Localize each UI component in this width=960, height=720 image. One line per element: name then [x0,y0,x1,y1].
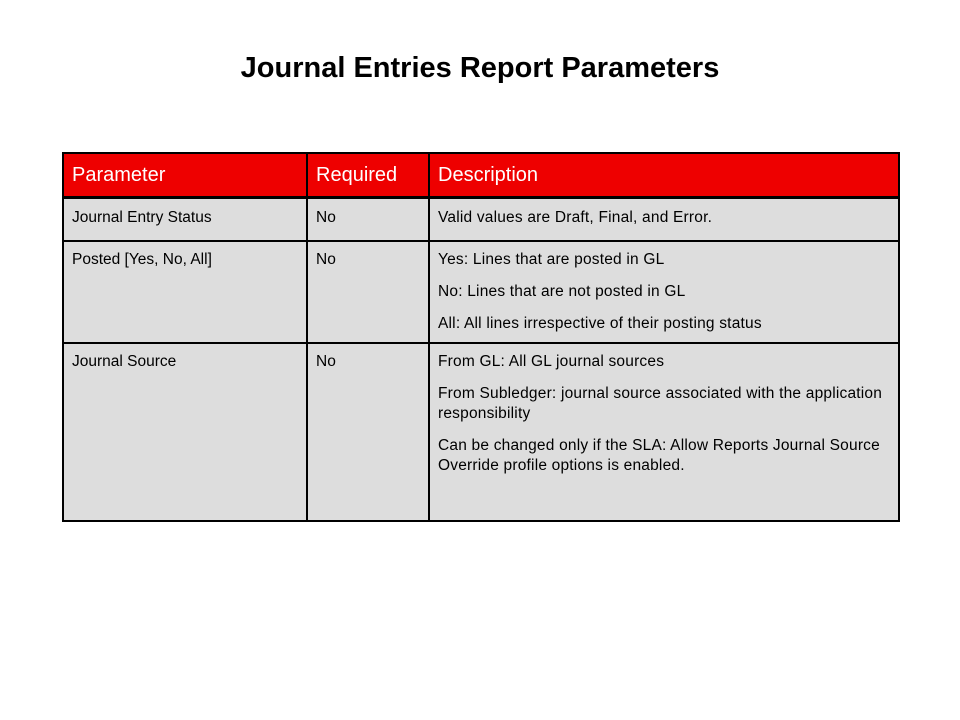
parameter-name: Posted [Yes, No, All] [72,251,212,268]
table-header-row [63,153,899,198]
parameter-cell [63,241,307,343]
description-cell [429,198,899,242]
parameter-name: Journal Source [72,353,177,370]
description-line: Yes: Lines that are posted in GL [438,251,665,268]
page-title: Journal Entries Report Parameters [240,52,720,84]
required-cell [307,241,429,343]
table-row [63,241,899,343]
header-parameter: Parameter [63,153,307,198]
header-required: Required [307,153,429,198]
parameter-name: Journal Entry Status [72,209,212,226]
description-line: From Subledger: journal source associated with the application responsibility [438,385,883,422]
description-cell [429,241,899,343]
required-cell [307,343,429,521]
description-line: No: Lines that are not posted in GL [438,283,686,300]
parameter-cell [63,198,307,242]
table-row [63,343,899,521]
description-line: From GL: All GL journal sources [438,353,665,370]
description-line: Can be changed only if the SLA: Allow Reports Journal Source Override profile options is enabled. [438,437,880,474]
required-value: No [316,251,336,268]
description-line: Valid values are Draft, Final, and Error. [438,209,713,226]
parameter-cell [63,343,307,521]
table-row [63,198,899,242]
required-value: No [316,353,336,370]
required-cell [307,198,429,242]
required-value: No [316,209,336,226]
header-description: Description [429,153,899,198]
description-cell [429,343,899,521]
parameters-table [62,152,900,522]
description-line: All: All lines irrespective of their posting status [438,315,762,332]
